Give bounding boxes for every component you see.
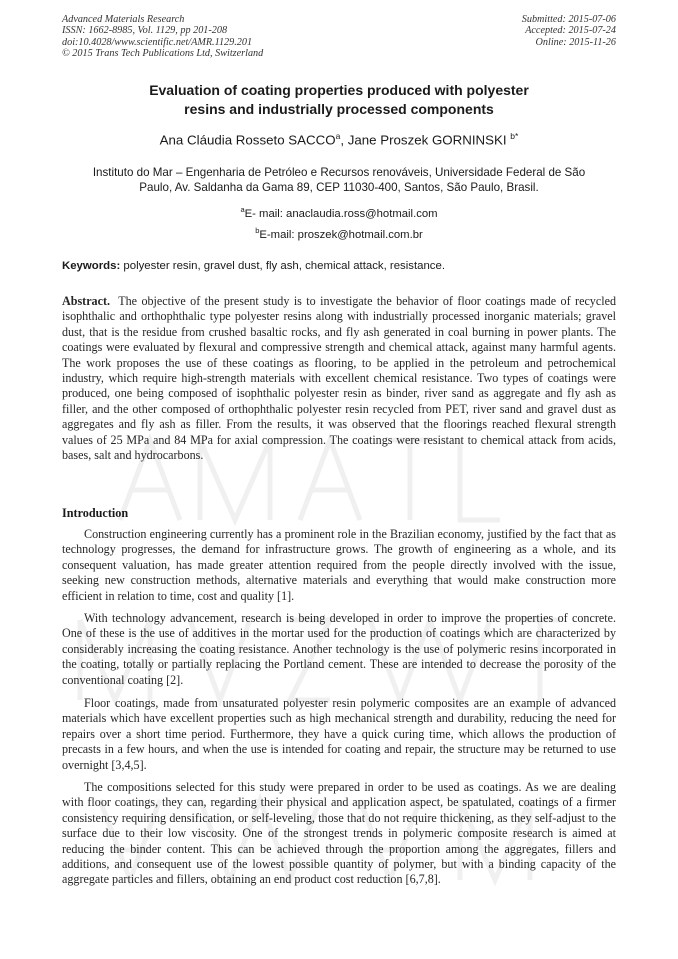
email-b-text: E-mail: proszek@hotmail.com.br (259, 228, 423, 241)
keywords-text: polyester resin, gravel dust, fly ash, chemical attack, resistance. (120, 260, 446, 272)
author-1: Ana Cláudia Rosseto SACCO (159, 132, 336, 148)
affiliation (62, 165, 616, 195)
intro-paragraph-1: Construction engineering currently has a prominent role in the Brazilian economy, justified by the fact that as technology progresses, the demand for infrastructure grows. The growth of engineering as a whole, and its consequent valuation, has made greater attention required from the people directly involved with the issue, seeking new construction methods, alternative materials and everything that would make construction more efficient in relation to time, cost and quality [1]. (62, 527, 616, 603)
author-list (62, 128, 616, 148)
author-2-affil-mark: b* (510, 131, 519, 141)
dates-header (522, 14, 616, 48)
affiliation-line-1: Instituto do Mar – Engenharia de Petróleo e Recursos renováveis, Universidade Federal de São (92, 166, 586, 179)
email-a-mark: a (240, 205, 245, 214)
title-line-1: Evaluation of coating properties produced with polyester (149, 82, 529, 98)
issn-line: ISSN: 1662-8985, Vol. 1129, pp 201-208 (62, 25, 228, 37)
intro-paragraph-2: With technology advancement, research is being developed in order to improve the properties of concrete. One of these is the use of additives in the mortar used for the production of coatings which are characterized by considerably increasing the coating resistance. Another technology is the use of polymeric resins incorporated in the coating, totally or partially replacing the Portland cement. These are intended to decrease the porosity of the conventional coating [2]. (62, 611, 616, 687)
intro-paragraph-4: The compositions selected for this study were prepared in order to be used as coatings. As we are dealing with floor coatings, they can, regarding their physical and application aspect, be spatulated, coatings of a firmer consistency requiring densification, or self-leveling, those that do not require thickening, as they self-adjust to the surface due to their low viscosity. One of the strongest trends in polymeric composite research is aimed at reducing the binder content. This can be achieved through the proportion among the aggregates, fillers and additions, and consequent use of the lowest possible quantity of polymer, but with a binding capacity of the aggregate particles and fillers, obtaining an end product cost reduction [6,7,8]. (62, 780, 616, 887)
title-line-2: resins and industrially processed components (184, 101, 494, 117)
keywords-label: Keywords: (62, 260, 121, 272)
abstract-label: Abstract. (62, 294, 111, 308)
email-author-2 (62, 224, 616, 242)
abstract-text: The objective of the present study is to investigate the behavior of floor coatings made of recycled isophthalic and orthophthalic type polyester resins along with industrially processed inorganic materials; gravel dust, that is the residue from crushed basaltic rocks, and fly ash generated in coal burning in power plants. The coatings were evaluated by flexural and compressive strength and chemical attack, against many harmful agents. The work proposes the use of these coatings as flooring, to be applied in the petroleum and petrochemical industry, which require high-strength materials with excellent chemical resistance. Two types of coatings were produced, one being composed of isophthalic polyester resin as binder, river sand as aggregate and fly ash as filler, and the other composed of orthophthalic polyester resin recycled from PET, river sand and gravel dust as aggregates and fly ash as filler. From the results, it was observed that the floorings reached flexural strength values of 25 MPa and 84 MPa for axial compression. The coatings were resistant to chemical attack from acids, bases, salt and hydrocarbons. (62, 294, 616, 463)
keywords (62, 259, 616, 273)
intro-paragraph-3: Floor coatings, made from unsaturated polyester resin polymeric composites are an example of advanced materials which have excellent properties such as high mechanical strength and durability, reducing the need for repairs over a short time period. Furthermore, they have a quick curing time, which allows the production of precasts in a few hours, and when the use is intended for coating and repair, the structure may be returned to use overnight [3,4,5]. (62, 696, 616, 772)
online-date: Online: 2015-11-26 (535, 36, 616, 48)
author-2: Jane Proszek GORNINSKI (347, 132, 511, 148)
journal-name: Advanced Materials Research (62, 14, 185, 25)
journal-header (62, 14, 263, 60)
author-separator: , (340, 132, 348, 148)
email-author-1 (62, 203, 616, 221)
doi-line: doi:10.4028/www.scientific.net/AMR.1129.201 (62, 36, 253, 48)
copyright-line: © 2015 Trans Tech Publications Ltd, Switzerland (62, 48, 264, 60)
email-a-text: E- mail: anaclaudia.ross@hotmail.com (244, 207, 438, 220)
author-1-affil-mark: a (335, 131, 341, 141)
email-b-mark: b (255, 226, 260, 235)
affiliation-line-2: Paulo, Av. Saldanha da Gama 89, CEP 11030-400, Santos, São Paulo, Brasil. (139, 181, 539, 194)
introduction-heading: Introduction (62, 506, 129, 520)
accepted-date: Accepted: 2015-07-24 (525, 25, 616, 37)
abstract (62, 294, 616, 463)
submitted-date: Submitted: 2015-07-06 (521, 14, 616, 25)
paper-title (70, 81, 608, 119)
